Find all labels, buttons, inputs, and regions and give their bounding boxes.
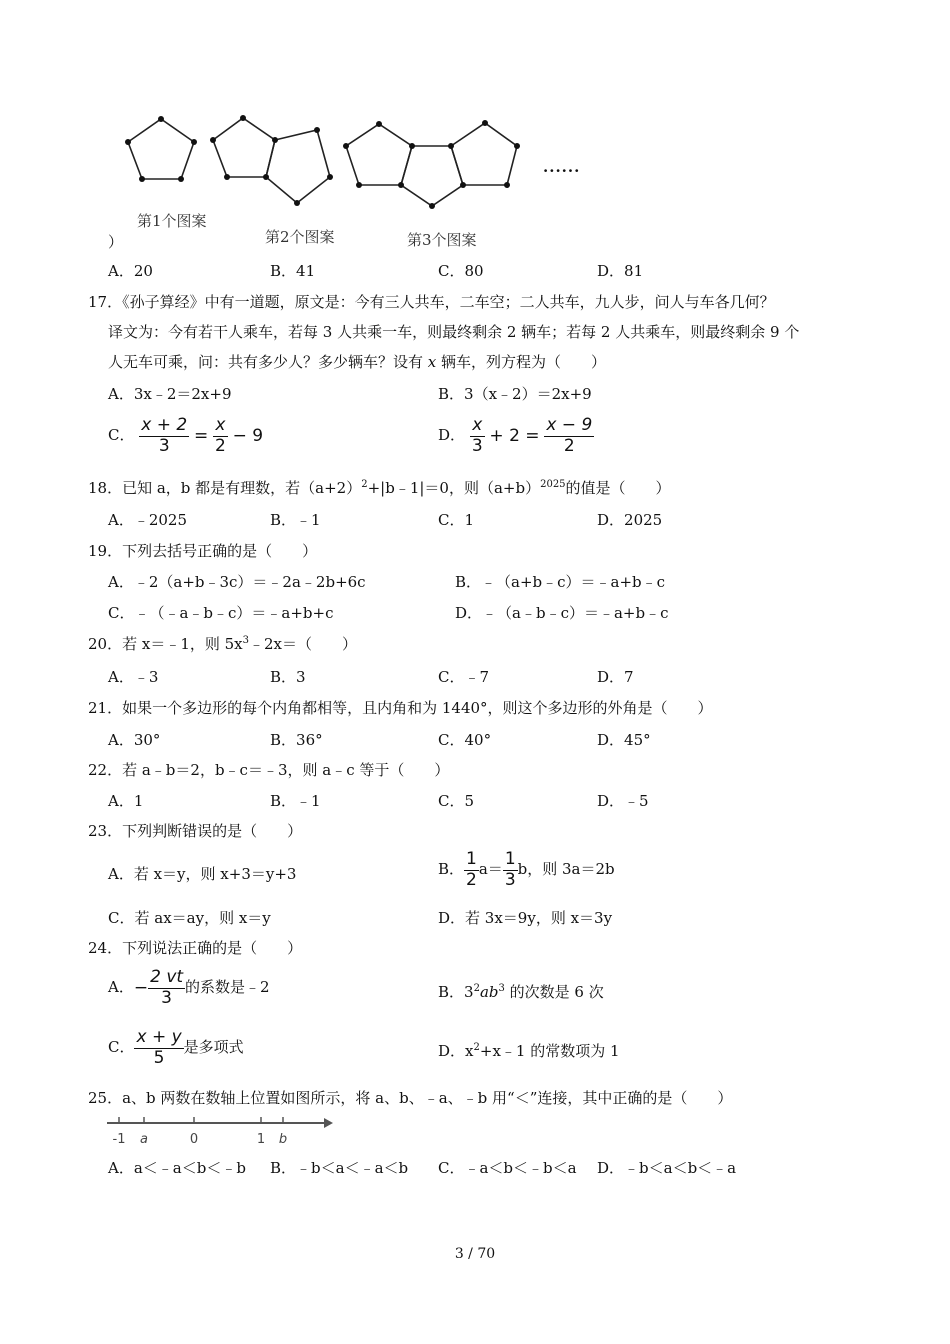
- q19-stem: 19．下列去括号正确的是（ ）: [88, 542, 318, 560]
- q16-option-b[interactable]: B．41: [270, 262, 316, 280]
- pentagon-pattern-figure: [110, 100, 590, 220]
- q17-stem-line3: 人无车可乘，问：共有多少人？多少辆车？设有 x 辆车，列方程为（ ）: [108, 353, 607, 371]
- q20-stem: 20．若 x＝﹣1，则 $5x^3﹣2x=$（ ）: [88, 635, 358, 653]
- q16-option-c[interactable]: C．80: [438, 262, 484, 280]
- fraction: $\frac{x + y}{5}$: [136, 1027, 182, 1068]
- q16-option-d[interactable]: D．81: [597, 262, 644, 280]
- q25-option-d[interactable]: D．﹣b＜a＜b＜﹣a: [597, 1159, 737, 1177]
- q17-stem-line1: 17．《孙子算经》中有一道题，原文是：今有三人共车，二车空；二人共车，九人步，问人与车各几何？: [88, 293, 775, 311]
- fraction: $\frac{x}{2}$: [215, 415, 226, 456]
- fraction: $\frac{x - 9}{2}$: [546, 415, 593, 456]
- axis-label-1: 1: [256, 1132, 266, 1147]
- q21-option-a[interactable]: A．30°: [108, 731, 161, 749]
- fraction: $\frac{2 vt}{3}$: [150, 967, 184, 1008]
- figure-label-3: 第3个图案: [407, 231, 477, 249]
- axis-label-neg1: -1: [112, 1132, 126, 1147]
- q18-option-b[interactable]: B．﹣1: [270, 511, 321, 529]
- q17-option-c[interactable]: C． $\frac{x + 2}{3}$ = $\frac{x}{2}$ − 9: [108, 415, 264, 456]
- q24-option-d[interactable]: D．$x^2+x﹣1$ 的常数项为 1: [438, 1042, 620, 1060]
- figure-label-2: 第2个图案: [265, 228, 335, 246]
- axis-label-b: b: [278, 1132, 288, 1147]
- q25-stem: 25．a、b 两数在数轴上位置如图所示，将 a、b、﹣a、﹣b 用“＜”连接，其中正确的是（ ）: [88, 1089, 733, 1107]
- q23-option-b[interactable]: B． $\frac{1}{2}$ a＝ $\frac{1}{3}$ b，则 3a＝2b: [438, 849, 615, 890]
- q24-option-c[interactable]: C． $\frac{x + y}{5}$ 是多项式: [108, 1027, 244, 1068]
- q17-option-b[interactable]: B．3（x﹣2）＝2x+9: [438, 385, 592, 403]
- q18-option-d[interactable]: D．2025: [597, 511, 663, 529]
- q22-option-c[interactable]: C．5: [438, 792, 475, 810]
- q23-option-a[interactable]: A．若 x＝y，则 x+3＝y+3: [108, 865, 297, 883]
- q25-option-b[interactable]: B．﹣b＜a＜﹣a＜b: [270, 1159, 409, 1177]
- q23-option-d[interactable]: D．若 3x＝9y，则 x＝3y: [438, 909, 613, 927]
- q19-option-c[interactable]: C．﹣（﹣a﹣b﹣c）＝﹣a+b+c: [108, 604, 334, 622]
- q23-option-c[interactable]: C．若 ax＝ay，则 x＝y: [108, 909, 271, 927]
- q19-option-b[interactable]: B．﹣（a+b﹣c）＝﹣a+b﹣c: [455, 573, 666, 591]
- q19-option-d[interactable]: D．﹣（a﹣b﹣c）＝﹣a+b﹣c: [455, 604, 669, 622]
- q25-option-a[interactable]: A．a＜﹣a＜b＜﹣b: [108, 1159, 246, 1177]
- q24-option-a[interactable]: A．− $\frac{2 vt}{3}$ 的系数是﹣2: [108, 967, 270, 1008]
- q17-option-d[interactable]: D． $\frac{x}{3}$ + 2 = $\frac{x - 9}{2}$: [438, 415, 593, 456]
- q24-option-b[interactable]: B．$3^2ab^3$ 的次数是 6 次: [438, 983, 604, 1001]
- q20-option-a[interactable]: A．﹣3: [108, 668, 159, 686]
- q17-stem-line2: 译文为：今有若干人乘车，若每 3 人共乘一车，则最终剩余 2 辆车；若每 2 人共乘车，则最终剩余 9 个: [108, 323, 800, 341]
- figure-ellipsis: ......: [543, 158, 581, 176]
- axis-label-0: 0: [189, 1132, 199, 1147]
- q20-option-b[interactable]: B．3: [270, 668, 306, 686]
- q25-option-c[interactable]: C．﹣a＜b＜﹣b＜a: [438, 1159, 577, 1177]
- q21-option-c[interactable]: C．40°: [438, 731, 492, 749]
- q18-option-c[interactable]: C．1: [438, 511, 475, 529]
- q22-stem: 22．若 a﹣b＝2，b﹣c＝﹣3，则 a﹣c 等于（ ）: [88, 761, 450, 779]
- figure-label-1: 第1个图案: [137, 212, 207, 230]
- fraction: $\frac{1}{2}$: [466, 849, 477, 890]
- q21-option-d[interactable]: D．45°: [597, 731, 651, 749]
- q22-option-a[interactable]: A．1: [108, 792, 144, 810]
- fraction: $\frac{1}{3}$: [504, 849, 516, 890]
- q16-tail: ）: [108, 233, 124, 251]
- q18-stem: 18．已知 a，b 都是有理数，若$(a+2)^2+|b﹣1|=0$，则$(a+b)^{2025}$的值是（ ）: [88, 479, 671, 497]
- axis-label-a: a: [140, 1132, 148, 1147]
- q22-option-b[interactable]: B．﹣1: [270, 792, 321, 810]
- q21-stem: 21．如果一个多边形的每个内角都相等，且内角和为 1440°，则这个多边形的外角是（ ）: [88, 699, 713, 717]
- q21-option-b[interactable]: B．36°: [270, 731, 323, 749]
- fraction: $\frac{x}{3}$: [471, 415, 483, 456]
- q19-option-a[interactable]: A．﹣2（a+b﹣3c）＝﹣2a﹣2b+6c: [108, 573, 366, 591]
- q17-option-a[interactable]: A．3x﹣2＝2x+9: [108, 385, 232, 403]
- q20-option-d[interactable]: D．7: [597, 668, 634, 686]
- number-line-figure: [105, 1112, 335, 1152]
- q18-option-a[interactable]: A．﹣2025: [108, 511, 188, 529]
- q20-option-c[interactable]: C．﹣7: [438, 668, 490, 686]
- page-number: 3 / 70: [454, 1246, 496, 1262]
- q23-stem: 23．下列判断错误的是（ ）: [88, 822, 303, 840]
- fraction: $\frac{x + 2}{3}$: [141, 415, 188, 456]
- q16-option-a[interactable]: A．20: [108, 262, 153, 280]
- q24-stem: 24．下列说法正确的是（ ）: [88, 939, 303, 957]
- q22-option-d[interactable]: D．﹣5: [597, 792, 649, 810]
